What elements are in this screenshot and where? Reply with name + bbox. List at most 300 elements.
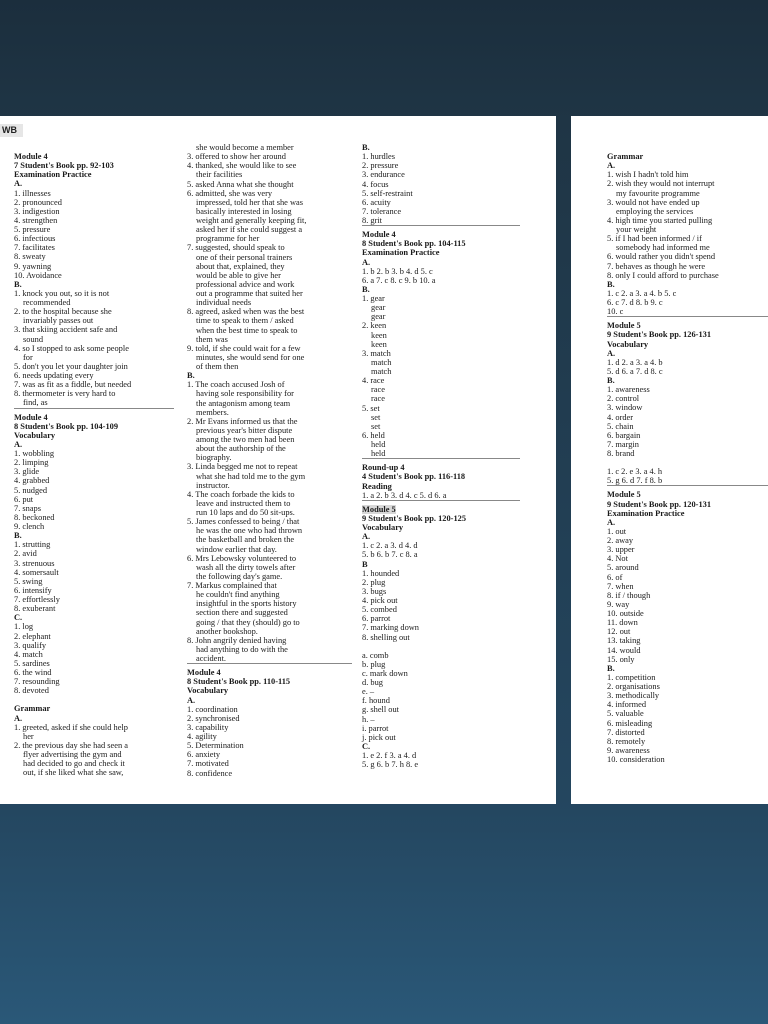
line-text: Examination Practice	[14, 170, 92, 180]
answer-line	[362, 449, 520, 459]
line-text: 4. somersault	[14, 567, 59, 577]
answer-line	[187, 161, 352, 170]
line-text: A.	[362, 257, 371, 267]
workbook-tag: WB	[0, 124, 23, 137]
answer-line	[187, 152, 352, 161]
line-text: held	[371, 440, 386, 449]
answer-line	[14, 759, 174, 768]
line-text: A.	[607, 161, 616, 171]
line-text: Examination Practice	[362, 248, 440, 258]
line-text: 1. gear	[362, 294, 385, 303]
answer-line	[362, 614, 520, 623]
line-text: 7. effortlessly	[14, 595, 60, 604]
answer-line	[362, 605, 520, 614]
answer-line	[362, 578, 520, 587]
answer-line	[187, 714, 352, 723]
answer-line	[187, 198, 352, 207]
section-heading	[362, 463, 520, 472]
line-text: 8. devoted	[14, 686, 49, 696]
answer-line	[607, 476, 768, 486]
line-text: 8 Student's Book pp. 104-109	[14, 421, 119, 431]
line-text: 3. capability	[187, 722, 229, 732]
line-text: Examination Practice	[607, 508, 685, 518]
line-text: 10. c	[607, 307, 624, 317]
answer-line	[362, 394, 520, 403]
line-text: 1. out	[607, 526, 627, 536]
line-text: Module 4	[187, 668, 221, 678]
line-text: 2. pronounced	[14, 197, 62, 207]
answer-line	[14, 504, 174, 513]
line-text: Module 5	[607, 490, 641, 500]
line-text: 2. to the hospital because she	[14, 307, 112, 317]
line-text: A.	[607, 348, 616, 358]
answer-line	[607, 591, 768, 600]
answer-line	[14, 695, 174, 704]
line-text: 3. Linda begged me not to repeat	[187, 462, 298, 472]
answer-line	[607, 618, 768, 627]
line-text: Module 5	[607, 321, 641, 331]
line-text: A.	[187, 695, 196, 705]
section-heading	[362, 505, 520, 514]
answer-line	[607, 582, 768, 591]
line-text: 2. the previous day she had seen a	[14, 740, 128, 750]
line-text: 1. b 2. b 3. b 4. d 5. c	[362, 266, 433, 276]
line-text: 3. match	[362, 348, 391, 358]
line-text: B	[362, 559, 368, 569]
answer-line	[362, 303, 520, 312]
line-text: 1. greeted, asked if she could help	[14, 722, 128, 732]
answer-line	[187, 627, 352, 636]
line-text: 7. margin	[607, 439, 639, 449]
line-text: 4. match	[14, 649, 43, 659]
line-text: 3. would not have ended up	[607, 197, 700, 207]
answer-line	[362, 751, 520, 760]
answer-line	[14, 271, 174, 280]
answer-line	[14, 641, 174, 650]
line-text: 1. hounded	[362, 568, 400, 578]
line-text: 8. exuberant	[14, 604, 56, 614]
line-text: 9. awareness	[607, 745, 650, 755]
line-text: he was the one who had thrown	[196, 526, 303, 536]
section-heading	[14, 440, 174, 449]
answer-line	[607, 198, 768, 207]
answer-line	[187, 298, 352, 307]
line-text: 15. only	[607, 654, 635, 664]
answer-column-1	[14, 152, 174, 777]
line-text: Vocabulary	[362, 523, 404, 532]
answer-line	[362, 491, 520, 501]
line-text: run 10 laps and do 50 sit-ups.	[196, 508, 295, 517]
answer-line	[14, 568, 174, 577]
section-heading	[14, 531, 174, 540]
line-text: window earlier that day.	[196, 544, 277, 554]
answer-line	[362, 687, 520, 696]
line-text: previous year's bitter dispute	[196, 425, 293, 435]
answer-line	[607, 573, 768, 582]
line-text: out, if she liked what she saw,	[23, 768, 124, 778]
answer-line	[187, 472, 352, 481]
line-text: going / that they (should) go to	[196, 617, 300, 627]
answer-column-4	[607, 152, 768, 764]
answer-column-3	[362, 143, 520, 769]
answer-line	[14, 243, 174, 252]
answer-line	[607, 170, 768, 179]
line-text: section there and suggested	[196, 608, 288, 618]
line-text: 1. illnesses	[14, 188, 51, 198]
answer-line	[187, 180, 352, 189]
line-text: 6. would rather you didn't spend	[607, 252, 716, 262]
answer-line	[187, 262, 352, 271]
answer-line	[187, 705, 352, 714]
line-text: 5. asked Anna what she thought	[187, 179, 294, 189]
answer-line	[187, 344, 352, 353]
line-text: 4. high time you started pulling	[607, 215, 713, 225]
answer-line	[607, 307, 768, 317]
line-text: 2. control	[607, 394, 640, 404]
answer-line	[607, 682, 768, 691]
section-heading	[187, 371, 352, 380]
line-text: 3. methodically	[607, 691, 660, 701]
line-text: 2. plug	[362, 577, 386, 587]
answer-line	[607, 422, 768, 431]
line-text: 5. d 6. a 7. d 8. c	[607, 366, 663, 376]
answer-line	[607, 207, 768, 216]
line-text: 1. c 2. a 3. d 4. d	[362, 541, 418, 551]
answer-line	[362, 550, 520, 559]
answer-line	[362, 321, 520, 330]
line-text: 8. beckoned	[14, 512, 55, 522]
answer-line	[607, 225, 768, 234]
line-text: 1. knock you out, so it is not	[14, 288, 110, 298]
line-text: B.	[14, 531, 22, 541]
line-text: A.	[14, 439, 23, 449]
line-text: having sole responsibility for	[196, 389, 294, 399]
answer-line	[362, 440, 520, 449]
line-text: basically interested in losing	[196, 206, 292, 216]
line-text: had anything to do with the	[196, 644, 288, 654]
answer-line	[187, 581, 352, 590]
answer-line	[362, 216, 520, 226]
line-text: race	[371, 385, 385, 395]
section-heading	[607, 376, 768, 385]
line-text: 8. sweaty	[14, 252, 46, 262]
line-text: Grammar	[607, 152, 644, 161]
line-text: d. bug	[362, 678, 383, 688]
line-text: 9. told, if she could wait for a few	[187, 343, 301, 353]
line-text: impressed, told her that she was	[196, 197, 303, 207]
answer-line	[187, 408, 352, 417]
line-text: 3. upper	[607, 545, 635, 555]
line-text: Vocabulary	[14, 430, 56, 440]
line-text: Round-up 4	[362, 463, 405, 473]
answer-line	[187, 572, 352, 581]
answer-line	[607, 527, 768, 536]
answer-line	[14, 252, 174, 261]
line-text: 8. shelling out	[362, 632, 410, 642]
section-heading	[362, 482, 520, 491]
line-text: recommended	[23, 298, 71, 307]
section-heading	[187, 686, 352, 695]
answer-line	[187, 545, 352, 554]
line-text: 6. acuity	[362, 197, 391, 207]
answer-line	[187, 326, 352, 335]
line-text: keen	[371, 339, 387, 349]
line-text: 1. awareness	[607, 385, 650, 395]
line-text: h. –	[362, 714, 375, 724]
answer-line	[187, 216, 352, 225]
line-text: 2. synchronised	[187, 713, 240, 723]
answer-line	[14, 398, 174, 408]
line-text: 1. strutting	[14, 540, 51, 550]
answer-line	[607, 216, 768, 225]
line-text: 1. wish I hadn't told him	[607, 170, 689, 180]
line-text: she would become a member	[196, 143, 294, 152]
line-text: 3. offered to show her around	[187, 152, 286, 162]
answer-line	[362, 367, 520, 376]
answer-line	[14, 335, 174, 344]
answer-line	[607, 403, 768, 412]
line-text: 8. confidence	[187, 768, 233, 778]
answer-line	[187, 563, 352, 572]
line-text: 4. informed	[607, 700, 647, 710]
answer-line	[187, 189, 352, 198]
line-text: 1. hurdles	[362, 152, 396, 162]
line-text: 4. thanked, she would like to see	[187, 161, 297, 171]
line-text: 8. remotely	[607, 736, 646, 746]
line-text: 5. valuable	[607, 709, 644, 719]
answer-line	[187, 253, 352, 262]
line-text: 4. The coach forbade the kids to	[187, 489, 295, 499]
line-text: 5. sardines	[14, 658, 50, 668]
answer-line	[607, 563, 768, 572]
line-text: 8. thermometer is very hard to	[14, 389, 116, 399]
line-text: wash all the dirty towels after	[196, 562, 296, 572]
answer-line	[607, 394, 768, 403]
answer-line	[362, 331, 520, 340]
line-text: 5. if I had been informed / if	[607, 234, 702, 244]
line-text: what she had told me to the gym	[196, 471, 306, 481]
answer-line	[607, 600, 768, 609]
line-text: minutes, she would send for one	[196, 352, 305, 362]
section-heading	[607, 490, 768, 499]
answer-line	[362, 207, 520, 216]
answer-line	[362, 633, 520, 642]
section-heading	[607, 330, 768, 339]
section-heading	[14, 422, 174, 431]
left-page	[0, 116, 556, 804]
line-text: 9 Student's Book pp. 126-131	[607, 330, 712, 340]
answer-line	[607, 737, 768, 746]
line-text: i. parrot	[362, 723, 389, 733]
line-text: 8. agreed, asked when was the best	[187, 307, 305, 317]
answer-line	[187, 535, 352, 544]
answer-line	[14, 741, 174, 750]
answer-line	[14, 262, 174, 271]
line-text: 5. b 6. b 7. c 8. a	[362, 550, 418, 560]
answer-line	[187, 453, 352, 462]
line-text: 2. pressure	[362, 161, 399, 171]
answer-line	[187, 618, 352, 627]
line-text: he couldn't find anything	[196, 590, 280, 600]
line-text: 6. intensify	[14, 585, 52, 595]
line-text: A.	[14, 713, 23, 723]
line-text: gear	[371, 303, 386, 313]
line-text: B.	[187, 371, 195, 381]
answer-line	[607, 367, 768, 376]
answer-line	[607, 431, 768, 440]
answer-line	[14, 389, 174, 398]
answer-line	[14, 207, 174, 216]
line-text: 1. c 2. e 3. a 4. h	[607, 467, 663, 477]
line-text: B.	[14, 279, 22, 289]
line-text: 9. yawning	[14, 261, 52, 271]
section-heading	[14, 170, 174, 179]
line-text: 1. log	[14, 622, 34, 632]
answer-line	[14, 362, 174, 371]
section-heading	[607, 349, 768, 358]
answer-line	[187, 732, 352, 741]
answer-line	[14, 325, 174, 334]
line-text: 5. set	[362, 403, 380, 413]
answer-line	[187, 750, 352, 759]
answer-line	[187, 143, 352, 152]
line-text: her	[23, 731, 34, 741]
right-page	[571, 116, 768, 804]
answer-line	[362, 189, 520, 198]
answer-line	[14, 216, 174, 225]
answer-line	[14, 622, 174, 631]
line-text: a. comb	[362, 650, 389, 660]
answer-line	[187, 243, 352, 252]
line-text: members.	[196, 407, 229, 417]
line-text: 13. taking	[607, 636, 641, 646]
line-text: 5. pressure	[14, 225, 51, 234]
line-text: 5. chain	[607, 421, 634, 431]
answer-line	[607, 728, 768, 737]
line-text: 10. Avoidance	[14, 270, 62, 280]
section-heading	[14, 179, 174, 188]
answer-line	[14, 189, 174, 198]
line-text: 1. wobbling	[14, 449, 55, 458]
answer-line	[362, 385, 520, 394]
line-text: about that, explained, they	[196, 261, 285, 271]
line-text: biography.	[196, 453, 232, 463]
line-text: accident.	[196, 654, 226, 663]
line-text: C.	[14, 613, 23, 623]
answer-line	[187, 362, 352, 371]
line-text: 4. pick out	[362, 596, 398, 605]
answer-line	[187, 399, 352, 408]
line-text: A.	[362, 532, 371, 542]
line-text: Vocabulary	[187, 686, 229, 696]
line-text: 7. snaps	[14, 503, 41, 513]
answer-line	[14, 449, 174, 458]
line-text: 7. Markus complained that	[187, 581, 277, 590]
answer-line	[187, 316, 352, 325]
answer-line	[187, 225, 352, 234]
answer-line	[14, 595, 174, 604]
line-text: 6. infectious	[14, 234, 56, 244]
section-heading	[14, 704, 174, 713]
line-text: Grammar	[14, 704, 51, 714]
answer-line	[14, 380, 174, 389]
answer-line	[14, 298, 174, 307]
answer-line	[362, 569, 520, 578]
answer-line	[607, 179, 768, 188]
answer-line	[607, 746, 768, 755]
line-text: 6. of	[607, 572, 623, 582]
line-text: 3. qualify	[14, 640, 47, 650]
answer-line	[14, 486, 174, 495]
line-text: insightful in the sports history	[196, 599, 297, 609]
line-text: 5. g 6. d 7. f 8. b	[607, 476, 663, 486]
answer-line	[607, 243, 768, 252]
line-text: 3. window	[607, 403, 643, 413]
line-text: Module 4	[14, 152, 48, 161]
answer-line	[607, 385, 768, 394]
answer-line	[607, 440, 768, 449]
answer-line	[14, 371, 174, 380]
line-text: 2. wish they would not interrupt	[607, 179, 715, 189]
line-text: 8. only I could afford to purchase	[607, 270, 719, 280]
line-text: 12. out	[607, 627, 631, 637]
line-text: 6. held	[362, 430, 385, 440]
answer-line	[607, 545, 768, 554]
line-text: 8 Student's Book pp. 104-115	[362, 239, 466, 249]
line-text: asked her if she could suggest a	[196, 225, 303, 235]
answer-line	[187, 353, 352, 362]
answer-line	[187, 426, 352, 435]
answer-line	[14, 513, 174, 522]
answer-line	[607, 536, 768, 545]
answer-line	[607, 413, 768, 422]
answer-line	[14, 668, 174, 677]
line-text: 2. organisations	[607, 682, 660, 692]
line-text: A.	[14, 179, 23, 189]
line-text: 7. motivated	[187, 759, 229, 769]
answer-line	[187, 608, 352, 617]
answer-line	[607, 234, 768, 243]
answer-line	[362, 596, 520, 605]
answer-line	[14, 344, 174, 353]
section-heading	[187, 696, 352, 705]
line-text: invariably passes out	[23, 316, 94, 326]
line-text: 6. anxiety	[187, 750, 221, 760]
line-text: 3. strenuous	[14, 558, 55, 568]
section-heading	[607, 500, 768, 509]
answer-line	[14, 659, 174, 668]
line-text: 6. bargain	[607, 430, 641, 440]
answer-line	[607, 755, 768, 764]
line-text: 14. would	[607, 645, 641, 655]
line-text: 1. d 2. a 3. a 4. b	[607, 357, 663, 367]
answer-line	[14, 198, 174, 207]
line-text: their facilities	[196, 170, 243, 180]
answer-line	[187, 769, 352, 778]
line-text: of them then	[196, 362, 239, 371]
line-text: find, as	[23, 398, 48, 408]
answer-line	[362, 669, 520, 678]
line-text: 7. distorted	[607, 727, 645, 737]
answer-line	[607, 655, 768, 664]
line-text: about the authorship of the	[196, 444, 286, 454]
section-heading	[187, 668, 352, 677]
line-text: f. hound	[362, 696, 390, 706]
line-text: 4. strengthen	[14, 215, 58, 225]
answer-line	[187, 207, 352, 216]
answer-line	[14, 732, 174, 741]
answer-line	[607, 627, 768, 636]
